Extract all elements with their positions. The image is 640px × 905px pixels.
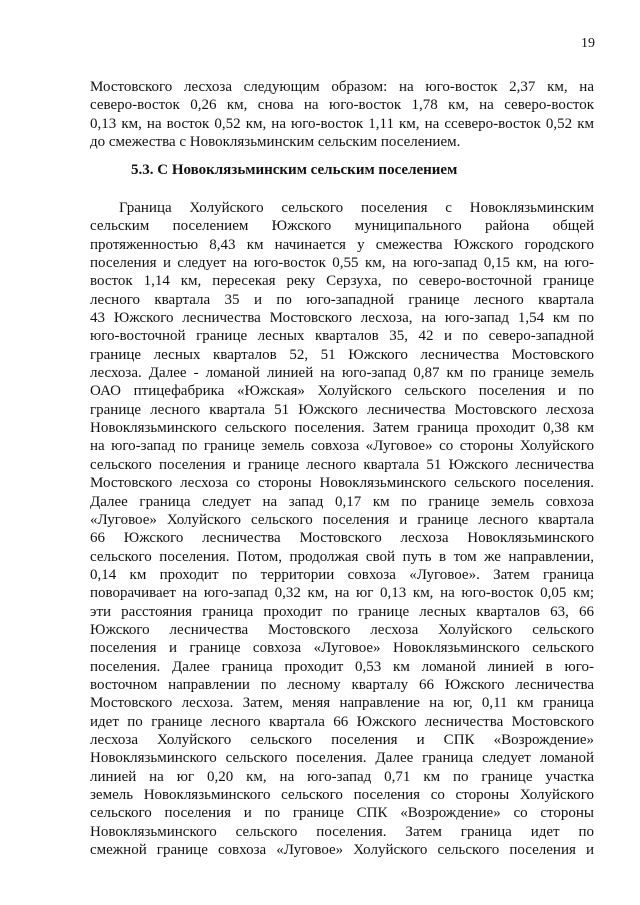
- text-line: Мостовского лесхоза следующим образом: на юго-восток 2,37 км, на: [90, 79, 594, 95]
- text-line: сельского поселения. Потом, продолжая свой путь в том же направлении,: [90, 548, 594, 565]
- body-paragraph: [90, 199, 594, 859]
- text-line: Новоклязьминского сельского поселения. Затем граница проходит 0,38 км: [90, 420, 594, 437]
- text-line: Южского лесничества Мостовского лесхоза Холуйского сельского: [90, 621, 594, 638]
- text-line: лесного квартала 35 и по юго-западной границе лесного квартала: [90, 291, 594, 308]
- text-line: поселения и границе совхоза «Луговое» Новоклязьминского сельского: [90, 640, 594, 657]
- text-line: Далее граница следует на запад 0,17 км по границе земель совхоза: [90, 493, 594, 510]
- text-line: поселения. Далее граница проходит 0,53 км ломаной линией в юго-: [90, 658, 594, 675]
- text-line: земель Новоклязьминского сельского поселения со стороны Холуйского: [90, 787, 594, 803]
- text-line: лесхоза Холуйского сельского поселения и СПК «Возрождение»: [90, 731, 594, 748]
- text-line: 43 Южского лесничества Мостовского лесхоза, на юго-запад 1,54 км по: [90, 310, 594, 327]
- text-line: «Луговое» Холуйского сельского поселения и границе лесного квартала: [90, 511, 594, 528]
- text-line: ОАО птицефабрика «Южская» Холуйского сельского поселения и по: [90, 383, 594, 400]
- text-line: до смежества с Новоклязьминским сельским поселением.: [90, 134, 461, 151]
- text-line: эти расстояния граница проходит по границе лесных кварталов 63, 66: [90, 603, 594, 620]
- text-line: смежной границе совхоза «Луговое» Холуйского сельского поселения и: [90, 842, 594, 859]
- page-number: 19: [581, 36, 595, 51]
- text-line: линией на юг 0,20 км, на юго-запад 0,71 км по границе участка: [90, 768, 594, 785]
- text-line: Новоклязьминского сельского поселения. Далее граница следует ломаной: [90, 750, 594, 767]
- text-line: Мостовского лесхоза со стороны Новоклязьминского сельского поселения.: [90, 475, 594, 492]
- text-line: сельского поселения и по границе СПК «Возрождение» со стороны: [90, 805, 594, 822]
- text-line: на юго-запад по границе земель совхоза «Луговое» со стороны Холуйского: [90, 438, 594, 455]
- text-line: лесхоза. Далее - ломаной линией на юго-запад 0,87 км по границе земель: [90, 365, 594, 382]
- section-heading: 5.3. С Новоклязьминским сельским поселением: [131, 162, 458, 178]
- text-line: сельского поселения и границе лесного квартала 51 Южского лесничества: [90, 456, 594, 473]
- text-line: границе лесного квартала 51 Южского лесничества Мостовского лесхоза: [90, 401, 594, 418]
- text-line: Новоклязьминского сельского поселения. Затем граница идет по: [90, 823, 594, 840]
- text-line: восточном направлении по лесному кварталу 66 Южского лесничества: [90, 676, 594, 693]
- text-line: идет по границе лесного квартала 66 Южского лесничества Мостовского: [90, 713, 594, 730]
- text-line: Граница Холуйского сельского поселения с Новоклязьминским: [119, 200, 594, 216]
- text-line: поселения и следует на юго-восток 0,55 км, на юго-запад 0,15 км, на юго-: [90, 255, 594, 272]
- text-line: северо-восток 0,26 км, снова на юго-восток 1,78 км, на северо-восток: [90, 97, 594, 114]
- text-line: юго-восточной границе лесных кварталов 35, 42 и по северо-западной: [90, 328, 594, 345]
- text-line: сельским поселением Южского муниципального района общей: [90, 218, 594, 235]
- text-line: границе лесных кварталов 52, 51 Южского лесничества Мостовского: [90, 346, 594, 363]
- text-line: поворачивает на юго-запад 0,32 км, на юг 0,13 км, на юго-восток 0,05 км;: [90, 585, 594, 602]
- text-line: 66 Южского лесничества Мостовского лесхоза Новоклязьминского: [90, 530, 594, 547]
- text-line: протяженностью 8,43 км начинается у смежества Южского городского: [90, 236, 594, 253]
- text-line: 0,13 км, на восток 0,52 км, на юго-восток 1,11 км, на ссеверо-восток 0,52 км: [90, 115, 594, 132]
- text-line: Мостовского лесхоза. Затем, меняя направление на юг, 0,11 км граница: [90, 695, 594, 712]
- text-line: 0,14 км проходит по территории совхоза «Луговое». Затем граница: [90, 566, 594, 583]
- intro-paragraph: [90, 78, 594, 151]
- text-line: восток 1,14 км, пересекая реку Серзуха, по северо-восточной границе: [90, 273, 594, 290]
